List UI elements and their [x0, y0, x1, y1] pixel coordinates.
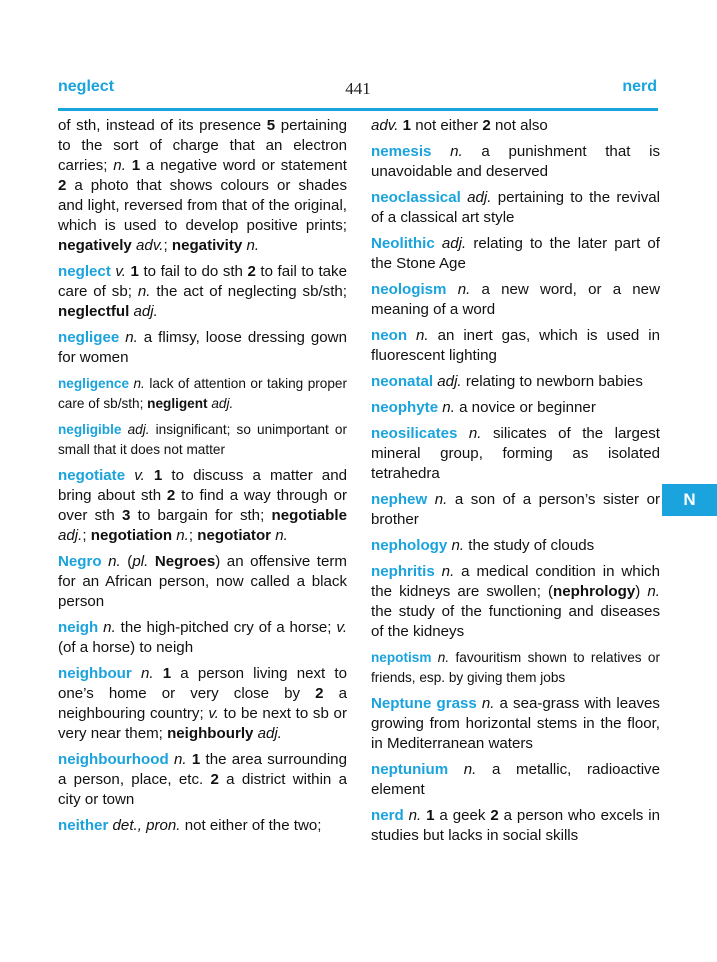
headword[interactable]: neighbourhood — [58, 751, 169, 768]
definition-text — [145, 467, 154, 484]
definition-text: to fail to take care of sb; — [58, 263, 347, 300]
part-of-speech: n. — [647, 583, 660, 600]
part-of-speech: n. — [125, 329, 138, 346]
definition-text: a novice or beginner — [454, 399, 596, 416]
dictionary-entry-negligible — [58, 420, 347, 460]
bold-term: 2 — [490, 807, 499, 824]
part-of-speech: pl. — [132, 553, 149, 570]
part-of-speech: n. — [103, 619, 116, 636]
definition-text: ) — [635, 583, 648, 600]
header-rule — [58, 108, 658, 111]
headword[interactable]: nephew — [371, 491, 428, 508]
headword[interactable]: neigh — [58, 619, 99, 636]
dictionary-entry-negligence — [58, 374, 347, 414]
part-of-speech: n. — [442, 399, 455, 416]
definition-text: of sth, instead of its presence — [58, 117, 267, 134]
part-of-speech: det., pron. — [112, 817, 181, 834]
dictionary-entry-neighbour — [58, 664, 347, 744]
part-of-speech: v. — [336, 619, 348, 636]
headword[interactable]: neither — [58, 817, 109, 834]
definition-text — [435, 235, 442, 252]
headword[interactable]: nephology — [371, 537, 448, 554]
headword[interactable]: neologism — [371, 281, 447, 298]
dictionary-entry-nephology — [371, 536, 660, 556]
bold-term: 1 — [191, 751, 201, 768]
bold-term: Negroes — [154, 553, 216, 570]
definition-text: ; — [163, 237, 172, 254]
headword[interactable]: neoclassical — [371, 189, 461, 206]
dictionary-entry-neolithic — [371, 234, 660, 274]
definition-text: insignificant; so unimportant or small that it does not matter — [58, 422, 347, 457]
part-of-speech: n. — [451, 537, 465, 554]
headword[interactable]: neophyte — [371, 399, 439, 416]
part-of-speech: n. — [468, 425, 482, 442]
definition-text: ( — [120, 553, 133, 570]
bold-term: 2 — [210, 771, 219, 788]
dictionary-entry-negotiate — [58, 466, 347, 546]
running-head-first-word: neglect — [58, 78, 115, 95]
part-of-speech: adv. — [136, 237, 164, 254]
dictionary-entry-neighbourhood — [58, 750, 347, 810]
headword[interactable]: neighbour — [58, 665, 132, 682]
part-of-speech: n. — [463, 761, 477, 778]
running-head-last-word: nerd — [622, 78, 657, 95]
headword[interactable]: negligence — [58, 376, 130, 391]
dictionary-entry-neither — [58, 816, 347, 836]
part-of-speech: adj. — [211, 396, 234, 411]
dictionary-entry-negligee — [58, 328, 347, 368]
part-of-speech: v. — [208, 705, 219, 722]
definition-text: favouritism shown to relatives or friends, esp. by giving them jobs — [371, 650, 660, 685]
dictionary-entry-nepotism — [371, 648, 660, 688]
definition-text: relating to the later part of the Stone Age — [371, 235, 660, 272]
dictionary-entry-neoclassical — [371, 188, 660, 228]
part-of-speech: n. — [437, 650, 450, 665]
part-of-speech: n. — [275, 527, 288, 544]
bold-term: 2 — [315, 685, 324, 702]
part-of-speech: n. — [113, 157, 126, 174]
part-of-speech: n. — [441, 563, 455, 580]
headword[interactable]: neptunium — [371, 761, 449, 778]
headword[interactable]: negotiate — [58, 467, 126, 484]
definition-text — [457, 425, 468, 442]
dictionary-entry-neptune-grass — [371, 694, 660, 754]
bold-term: 1 — [131, 157, 141, 174]
definition-text: a new word, or a new meaning of a word — [371, 281, 660, 318]
definition-text: a person who excels in studies but lacks in social skills — [371, 807, 660, 844]
definition-text: silicates of the largest mineral group, forming as isolated tetrahedra — [371, 425, 660, 482]
definition-text: a metallic, radioactive element — [371, 761, 660, 798]
bold-term: 2 — [58, 177, 67, 194]
dictionary-entry-neon — [371, 326, 660, 366]
bold-term: 1 — [130, 263, 139, 280]
bold-term: 1 — [426, 807, 435, 824]
dictionary-entry-nephew — [371, 490, 660, 530]
dictionary-entry-neologism — [371, 280, 660, 320]
part-of-speech: n. — [246, 237, 260, 254]
definition-text — [154, 665, 163, 682]
bold-term: negotiator — [197, 527, 272, 544]
part-of-speech: n. — [173, 751, 187, 768]
part-of-speech: n. — [133, 376, 145, 391]
part-of-speech: n. — [457, 281, 471, 298]
headword[interactable]: Negro — [58, 553, 102, 570]
definition-text — [132, 665, 141, 682]
dictionary-entry-nemesis — [371, 142, 660, 182]
headword[interactable]: neonatal — [371, 373, 434, 390]
part-of-speech: n. — [408, 807, 422, 824]
dictionary-entry-nerd — [371, 806, 660, 846]
bold-term: 3 — [122, 507, 131, 524]
page-number: 441 — [345, 79, 371, 98]
bold-term: nephrology — [553, 583, 636, 600]
dictionary-entry-neither-cont — [371, 116, 660, 136]
part-of-speech: n. — [137, 283, 151, 300]
left-column — [58, 116, 347, 842]
bold-term: 2 — [166, 487, 176, 504]
definition-text: to bargain for sth; — [130, 507, 272, 524]
dictionary-entry-cont — [58, 116, 347, 256]
definition-text: not also — [490, 117, 548, 134]
dictionary-entry-negro — [58, 552, 347, 612]
bold-term: 2 — [247, 263, 256, 280]
part-of-speech: v. — [115, 263, 126, 280]
part-of-speech: adj. — [437, 373, 462, 390]
bold-term: neglectful — [58, 303, 130, 320]
part-of-speech: n. — [434, 491, 448, 508]
definition-text: a neighbouring country; — [58, 685, 347, 722]
bold-term: 5 — [266, 117, 276, 134]
headword[interactable]: Neolithic — [371, 235, 435, 252]
headword[interactable]: neosilicates — [371, 425, 458, 442]
bold-term: negativity — [171, 237, 243, 254]
part-of-speech: n. — [108, 553, 121, 570]
dictionary-entry-neophyte — [371, 398, 660, 418]
definition-text: a sea-grass with leaves growing from horizontal stems in the floor, in Mediterranean waters — [371, 695, 660, 752]
definition-text: not either — [411, 117, 483, 134]
headword[interactable]: negligible — [58, 422, 122, 437]
definition-text: to fail to do sth — [138, 263, 248, 280]
bold-term: negligent — [147, 396, 208, 411]
definition-text: ; — [82, 527, 91, 544]
part-of-speech: n. — [416, 327, 429, 344]
definition-text: a flimsy, loose dressing gown for women — [58, 329, 347, 366]
definition-text — [431, 143, 450, 160]
definition-text — [407, 327, 416, 344]
definition-text: to find a way through or over sth — [58, 487, 347, 524]
bold-term: 2 — [482, 117, 491, 134]
headword[interactable]: nemesis — [371, 143, 432, 160]
bold-term: negatively — [58, 237, 132, 254]
section-thumb-tab[interactable]: N — [662, 484, 717, 516]
dictionary-entry-neosilicates — [371, 424, 660, 484]
definition-text — [435, 563, 442, 580]
part-of-speech: n. — [176, 527, 189, 544]
definition-text: an inert gas, which is used in fluorescent lighting — [371, 327, 660, 364]
definition-text: not either of the two; — [180, 817, 322, 834]
headword[interactable]: nepotism — [371, 650, 432, 665]
definition-text: the study of clouds — [464, 537, 595, 554]
definition-text: a geek — [434, 807, 491, 824]
part-of-speech: adj. — [127, 422, 150, 437]
definition-text: the area surrounding a person, place, etc. — [58, 751, 347, 788]
right-column — [371, 116, 660, 852]
definition-text — [448, 761, 464, 778]
definition-text: a photo that shows colours or shades and light, reversed from that of the original, which is used to develop positive prints; — [58, 177, 347, 234]
definition-text: (of a horse) to neigh — [58, 639, 194, 656]
part-of-speech: adv. — [371, 117, 399, 134]
definition-text: a punishment that is unavoidable and deserved — [371, 143, 660, 180]
headword[interactable]: negligee — [58, 329, 120, 346]
dictionary-entry-nephritis — [371, 562, 660, 642]
definition-text: the high-pitched cry of a horse; — [115, 619, 337, 636]
definition-text: a son of a person’s sister or brother — [371, 491, 660, 528]
definition-text: lack of attention or taking proper care of sb/sth; — [58, 376, 348, 411]
definition-text — [427, 491, 435, 508]
definition-text: to discuss a matter and bring about sth — [58, 467, 347, 504]
part-of-speech: n. — [481, 695, 495, 712]
bold-term: negotiable — [271, 507, 347, 524]
part-of-speech: adj. — [257, 725, 282, 742]
dictionary-entry-neptunium — [371, 760, 660, 800]
bold-term: neighbourly — [167, 725, 254, 742]
definition-text: pertaining to the revival of a classical art style — [371, 189, 660, 226]
part-of-speech: v. — [134, 467, 145, 484]
definition-text — [446, 281, 457, 298]
definition-text: a person living next to one’s home or very close by — [58, 665, 347, 702]
bold-term: negotiation — [90, 527, 173, 544]
headword[interactable]: neon — [371, 327, 408, 344]
part-of-speech: adj. — [441, 235, 467, 252]
part-of-speech: adj. — [133, 303, 158, 320]
headword[interactable]: nephritis — [371, 563, 435, 580]
bold-term: 1 — [153, 467, 163, 484]
dictionary-entry-neonatal — [371, 372, 660, 392]
definition-text: ; — [188, 527, 198, 544]
definition-text: a district within a city or town — [58, 771, 348, 808]
bold-term: 1 — [402, 117, 412, 134]
definition-text: to be next to sb or very near them; — [58, 705, 347, 742]
part-of-speech: n. — [450, 143, 463, 160]
definition-text — [125, 467, 134, 484]
definition-text: a medical condition in which the kidneys are swollen; ( — [371, 563, 660, 600]
part-of-speech: adj. — [58, 527, 83, 544]
headword[interactable]: neglect — [58, 263, 111, 280]
definition-text: pertaining to the sort of charge that an electron carries; — [58, 117, 347, 174]
definition-text: the act of neglecting sb/sth; — [150, 283, 348, 300]
definition-text: relating to newborn babies — [461, 373, 643, 390]
part-of-speech: adj. — [467, 189, 492, 206]
headword[interactable]: Neptune grass — [371, 695, 477, 712]
dictionary-entry-neigh — [58, 618, 347, 658]
definition-text: ) an offensive term for an African person, now called a black person — [58, 553, 347, 610]
dictionary-entry-neglect — [58, 262, 347, 322]
bold-term: 1 — [162, 665, 172, 682]
part-of-speech: n. — [140, 665, 154, 682]
headword[interactable]: nerd — [371, 807, 404, 824]
definition-text: a negative word or statement — [140, 157, 347, 174]
definition-text: the study of the functioning and diseases of the kidneys — [371, 603, 660, 640]
